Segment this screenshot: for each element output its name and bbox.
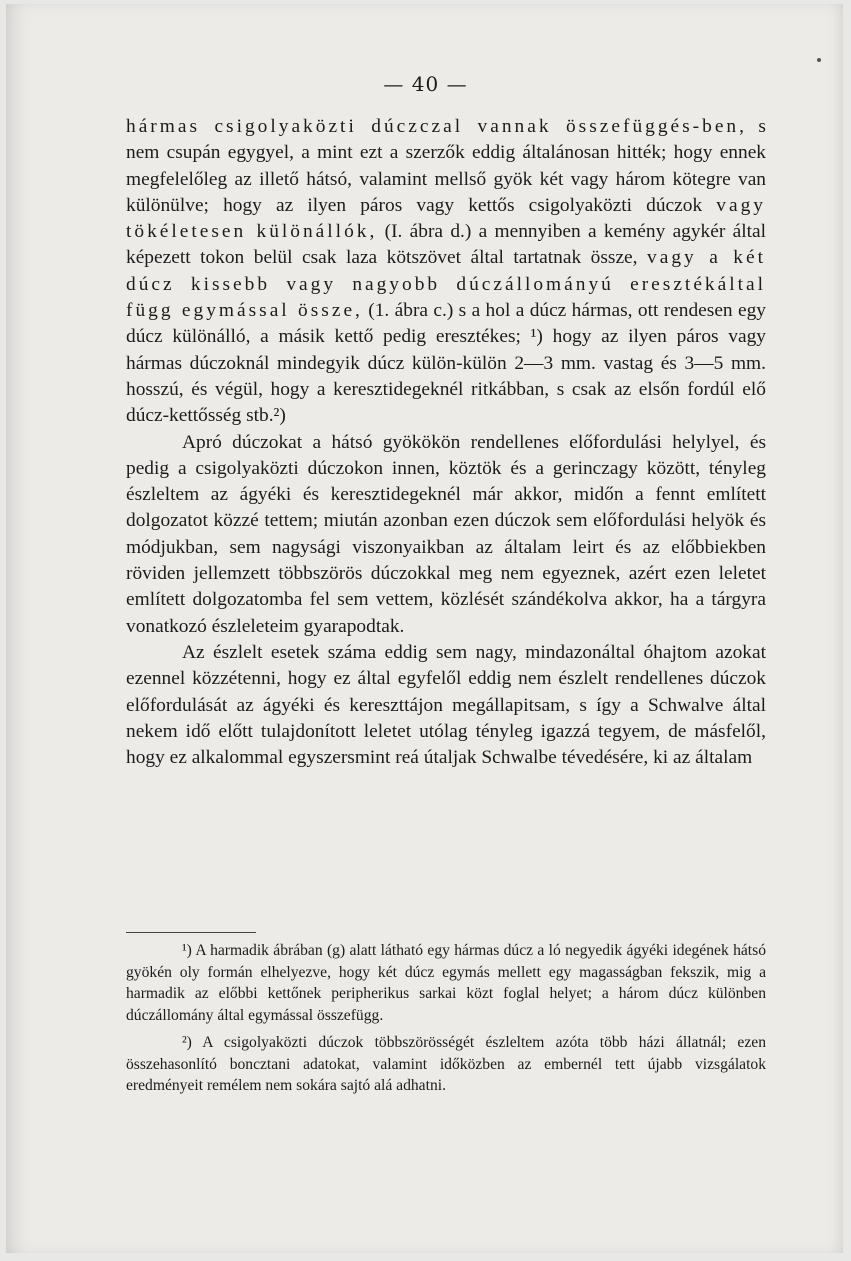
body-text (126, 114, 766, 771)
paragraph-3: Az észlelt esetek száma eddig sem nagy, mindazonáltal óhajtom azokat ezennel közzétenni, hogy ez által egyfelől eddig nem észlelt rendellenes dúczok előfordulását az ágyéki és kereszttájon megállapitsam, s így a Schwalve által nekem idő előtt tulajdonított leletet utólag tényleg igazzá tegyem, de másfelől, hogy ez alkalommal egyszersmint reá útaljak Schwalbe tévedésére, ki az általam (126, 641, 766, 769)
paragraph-1 (126, 114, 766, 430)
paragraph-1-text-a: s nem csupán egygyel, a mint ezt a szerzők eddig általánosan hitték; hogy ennek megfelelőleg az illető hátsó, valamint mellső gyök két vagy három kötegre van különülve; hogy az ilyen páros vagy kettős csigolyaközti dúczok (126, 116, 766, 216)
footnote-2: ²) A csigolyaközti dúczok többszörösségét észleltem azóta több házi állatnál; ezen összehasonlító boncztani adatokat, valamint időközben az embernél tett újabb vizsgálatok eredményeit remélem nem sokára sajtó alá adhatni. (126, 1034, 766, 1094)
footnote-1: ¹) A harmadik ábrában (g) alatt látható egy hármas dúcz a ló negyedik ágyéki idegének hátsó gyökén oly formán elhelyezve, hogy két dúcz egymás mellett egy magasságban fekszik, mig a harmadik az előbbi kettőnek peripherikus sarkai közt foglal helyet; a három dúcz különben dúczállomány által egymással összefügg. (126, 942, 766, 1024)
footnotes (126, 940, 766, 1097)
paragraph-1-text-b: (I. ábra d.) a mennyiben a kemény agykér által képezett tokon belül csak laza kötszövet által tartatnak össze, (126, 221, 766, 269)
scan-speck (817, 58, 821, 62)
page-number: — 40 — (383, 72, 468, 96)
spaced-text-1: hármas csigolyaközti dúczczal vannak összefüggés-ben, (126, 116, 747, 137)
footnote-divider (126, 932, 256, 933)
spaced-text-2: vagy tökéletesen különállók, (126, 194, 766, 243)
paragraph-1-text-c: (1. ábra c.) s a hol a dúcz hármas, ott rendesen egy dúcz különálló, a másik kettő pedig eresztékes; ¹) hogy az ilyen páros vagy hármas dúczoknál mindegyik dúcz külön-külön 2—3 mm. vastag és 3—5 mm. hosszú, és végül, hogy a keresztidegeknél ritkábban, s csak az elsőn fordúl elő dúcz-kettősség stb.²) (126, 300, 766, 427)
paragraph-2: Apró dúczokat a hátsó gyökökön rendellenes előfordulási helylyel, és pedig a csigolyaközti dúczokon innen, köztök és a gerinczagy között, tényleg észleltem az ágyéki és keresztidegeknél már akkor, midőn a fennt említett dolgozatot közzé tettem; miután azonban ezen dúczok sem előfordulási helyök és módjukban, sem nagysági viszonyaikban az általam leirt és az előbbiekben röviden jellemzett többszörös dúczokkal meg nem egyeznek, azért ezen leletet említett dolgozatomba fel sem vettem, közlését szándékolva akkor, ha a tárgyra vonatkozó észleleteim gyarapodtak. (126, 431, 766, 637)
spaced-text-3: vagy a két dúcz kissebb vagy nagyobb dúczállományú eresztékáltal függ egymással össze, (126, 247, 766, 322)
